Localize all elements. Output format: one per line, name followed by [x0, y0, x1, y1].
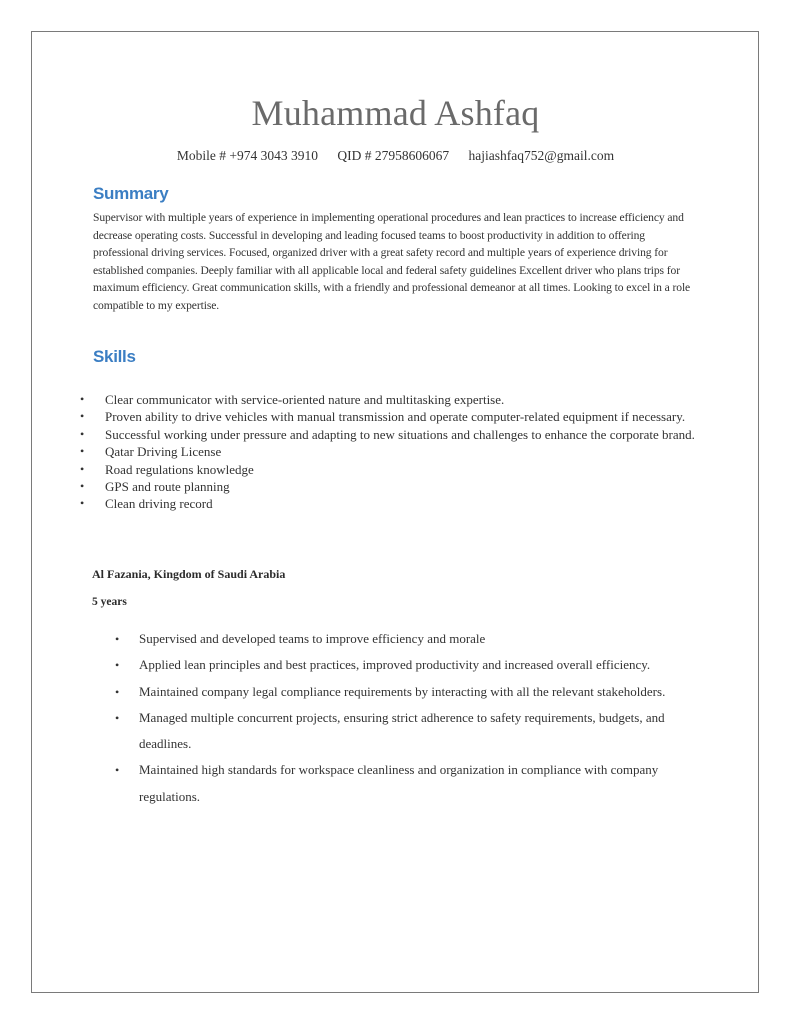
duties-list	[115, 626, 705, 810]
employment-duration: 5 years	[92, 596, 127, 608]
duty-item: • Maintained company legal compliance requirements by interacting with all the relevant stakeholders.	[115, 679, 705, 705]
skill-item: • Successful working under pressure and adapting to new situations and challenges to enhance the corporate brand.	[88, 426, 700, 443]
skills-list	[88, 391, 700, 513]
candidate-name: Muhammad Ashfaq	[251, 93, 540, 133]
skill-item: • Road regulations knowledge	[88, 461, 700, 478]
email-address: hajiashfaq752@gmail.com	[468, 148, 615, 163]
skill-item: • Clean driving record	[88, 495, 700, 512]
duty-item: • Applied lean principles and best practices, improved productivity and increased overall efficiency.	[115, 652, 705, 678]
duty-item: • Maintained high standards for workspace cleanliness and organization in compliance with company regulations.	[115, 757, 705, 810]
summary-text: Supervisor with multiple years of experience in implementing operational procedures and lean practices to increase efficiency and decrease operating costs. Successful in developing and leading focused teams to boost productivity in addition to offering professional driving services. Focused, organized driver with a great safety record and multiple years of experience driving for established companies. Deeply familiar with all applicable local and federal safety guidelines Excellent driver who plans trips for maximum efficiency. Great communication skills, with a friendly and professional demeanor at all times. Looking to excel in a role compatible to my expertise.	[93, 211, 691, 312]
qid-number: QID # 27958606067	[337, 148, 450, 163]
employer-name: Al Fazania, Kingdom of Saudi Arabia	[92, 567, 286, 581]
skill-item: • Clear communicator with service-oriented nature and multitasking expertise.	[88, 391, 700, 408]
duty-item: • Managed multiple concurrent projects, ensuring strict adherence to safety requirements, budgets, and deadlines.	[115, 705, 705, 758]
skill-item: • Qatar Driving License	[88, 443, 700, 460]
duty-item: • Supervised and developed teams to improve efficiency and morale	[115, 626, 705, 652]
skills-heading: Skills	[93, 347, 136, 366]
contact-line	[0, 148, 791, 164]
mobile-number: Mobile # +974 3043 3910	[176, 148, 319, 163]
skill-item: • Proven ability to drive vehicles with manual transmission and operate computer-related equipment if necessary.	[88, 408, 700, 425]
skill-item: • GPS and route planning	[88, 478, 700, 495]
summary-heading: Summary	[93, 184, 169, 203]
